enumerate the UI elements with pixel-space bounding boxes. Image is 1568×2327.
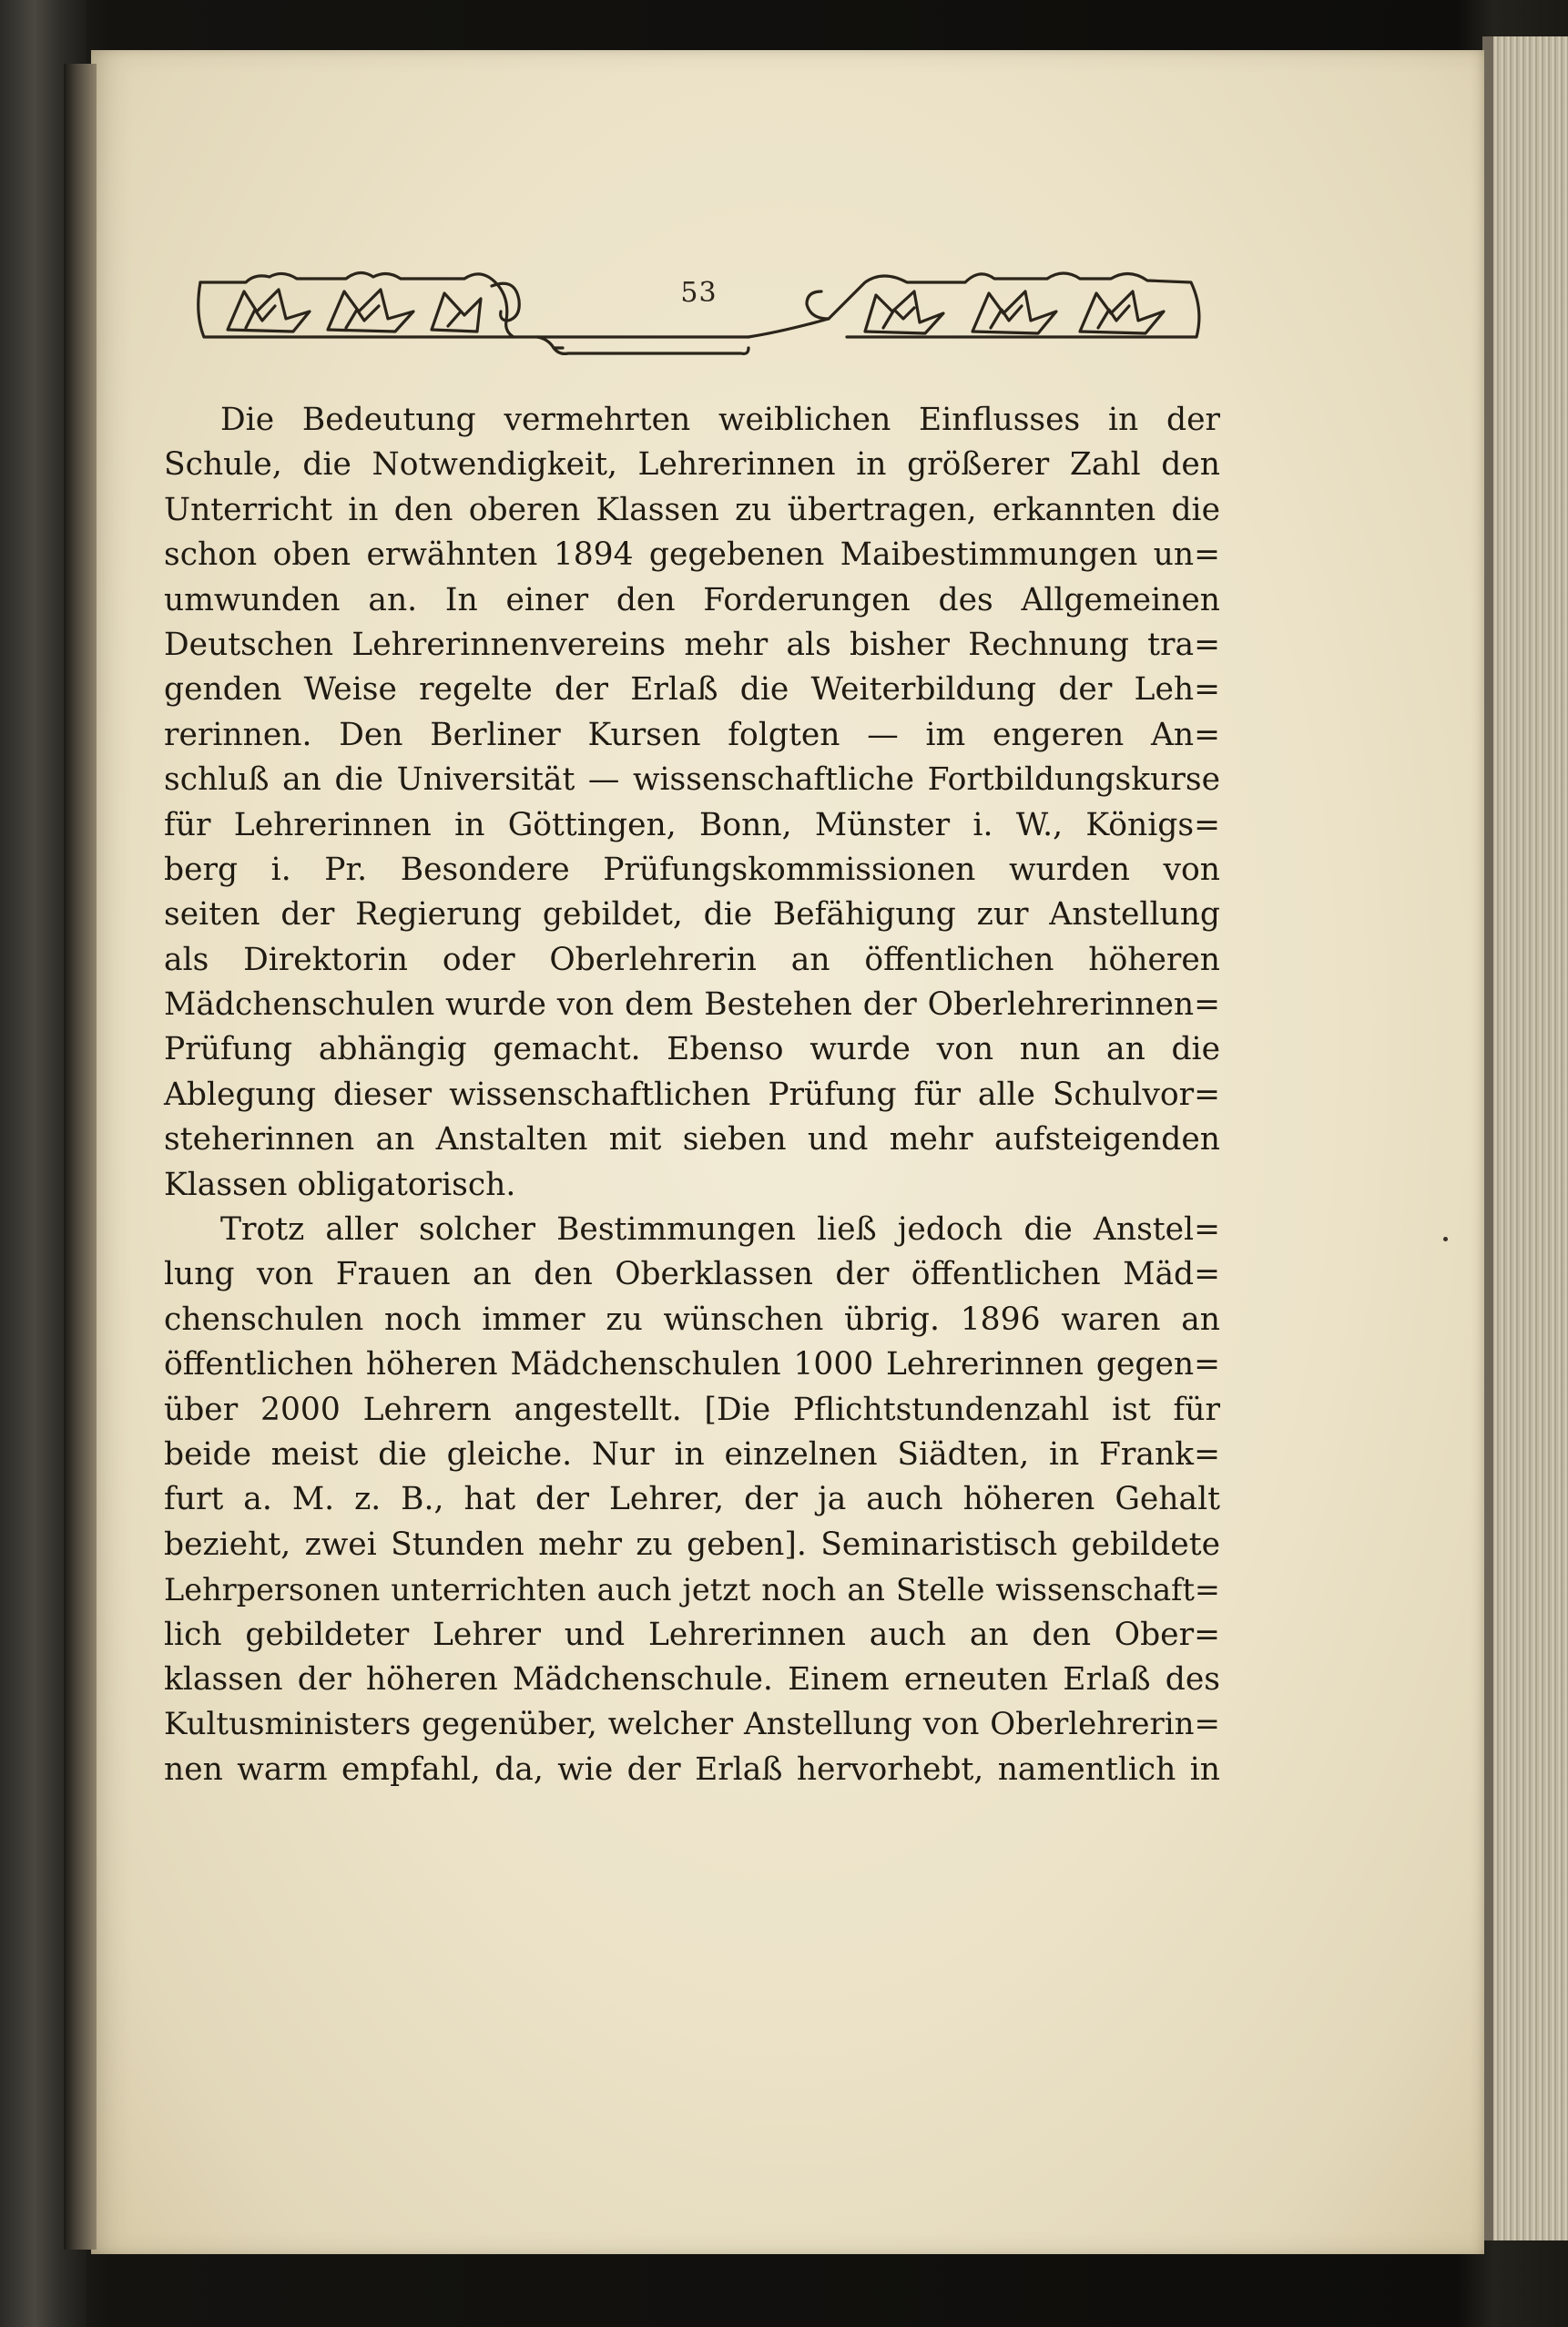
text-line: Klassen obligatorisch.: [164, 1166, 516, 1203]
text-line: seiten der Regierung gebildet, die Befähigung zur Anstellung: [164, 896, 1220, 934]
text-line: Mädchenschulen wurde von dem Bestehen der Oberlehrerinnen=: [164, 986, 1220, 1024]
book-gutter: [64, 64, 97, 2250]
text-line: lich gebildeter Lehrer und Lehrerinnen auch an den Ober=: [164, 1616, 1220, 1653]
text-line: lung von Frauen an den Oberklassen der öffentlichen Mäd=: [164, 1256, 1220, 1293]
text-line: bezieht, zwei Stunden mehr zu geben]. Seminaristisch gebildete: [164, 1526, 1220, 1563]
body-text: [164, 398, 1220, 1792]
page-block-edges: [1493, 36, 1568, 2240]
text-line: nen warm empfahl, da, wie der Erlaß hervorhebt, namentlich in: [164, 1750, 1220, 1788]
text-line: Schule, die Notwendigkeit, Lehrerinnen in größerer Zahl den: [164, 446, 1220, 484]
text-line: öffentlichen höheren Mädchenschulen 1000 Lehrerinnen gegen=: [164, 1346, 1220, 1383]
scan-speck: [1443, 1237, 1448, 1241]
text-line: steherinnen an Anstalten mit sieben und mehr aufsteigenden: [164, 1121, 1220, 1158]
text-line: Die Bedeutung vermehrten weiblichen Einflusses in der: [220, 402, 1220, 438]
page-header-ornament: [191, 264, 1207, 364]
text-line: für Lehrerinnen in Göttingen, Bonn, Münster i. W., Königs=: [164, 806, 1220, 843]
text-line: genden Weise regelte der Erlaß die Weiterbildung der Leh=: [164, 671, 1220, 709]
text-line: Kultusministers gegenüber, welcher Anstellung von Oberlehrerin=: [164, 1706, 1220, 1743]
text-line: berg i. Pr. Besondere Prüfungskommissionen wurden von: [164, 851, 1220, 888]
text-line: als Direktorin oder Oberlehrerin an öffentlichen höheren: [164, 941, 1220, 978]
text-line: Prüfung abhängig gemacht. Ebenso wurde von nun an die: [164, 1031, 1220, 1068]
page-number: 53: [680, 277, 718, 309]
text-line: beide meist die gleiche. Nur in einzelnen Siädten, in Frank=: [164, 1435, 1220, 1473]
text-line: Unterricht in den oberen Klassen zu übertragen, erkannten die: [164, 491, 1220, 528]
text-line: schon oben erwähnten 1894 gegebenen Maibestimmungen un=: [164, 536, 1220, 574]
text-line: chenschulen noch immer zu wünschen übrig. 1896 waren an: [164, 1301, 1220, 1338]
text-line: umwunden an. In einer den Forderungen des Allgemeinen: [164, 581, 1220, 618]
text-line: Deutschen Lehrerinnenvereins mehr als bisher Rechnung tra=: [164, 626, 1220, 663]
text-line: über 2000 Lehrern angestellt. [Die Pflichtstundenzahl ist für: [164, 1391, 1220, 1428]
text-line: Trotz aller solcher Bestimmungen ließ jedoch die Anstel=: [220, 1211, 1220, 1249]
text-line: Lehrpersonen unterrichten auch jetzt noch an Stelle wissenschaft=: [164, 1572, 1220, 1608]
text-line: rerinnen. Den Berliner Kursen folgten — im engeren An=: [164, 716, 1220, 753]
text-line: furt a. M. z. B., hat der Lehrer, der ja auch höheren Gehalt: [164, 1481, 1220, 1518]
text-line: Ablegung dieser wissenschaftlichen Prüfung für alle Schulvor=: [164, 1076, 1220, 1113]
text-line: klassen der höheren Mädchenschule. Einem erneuten Erlaß des: [164, 1660, 1220, 1698]
text-line: schluß an die Universität — wissenschaftliche Fortbildungskurse: [164, 761, 1220, 799]
